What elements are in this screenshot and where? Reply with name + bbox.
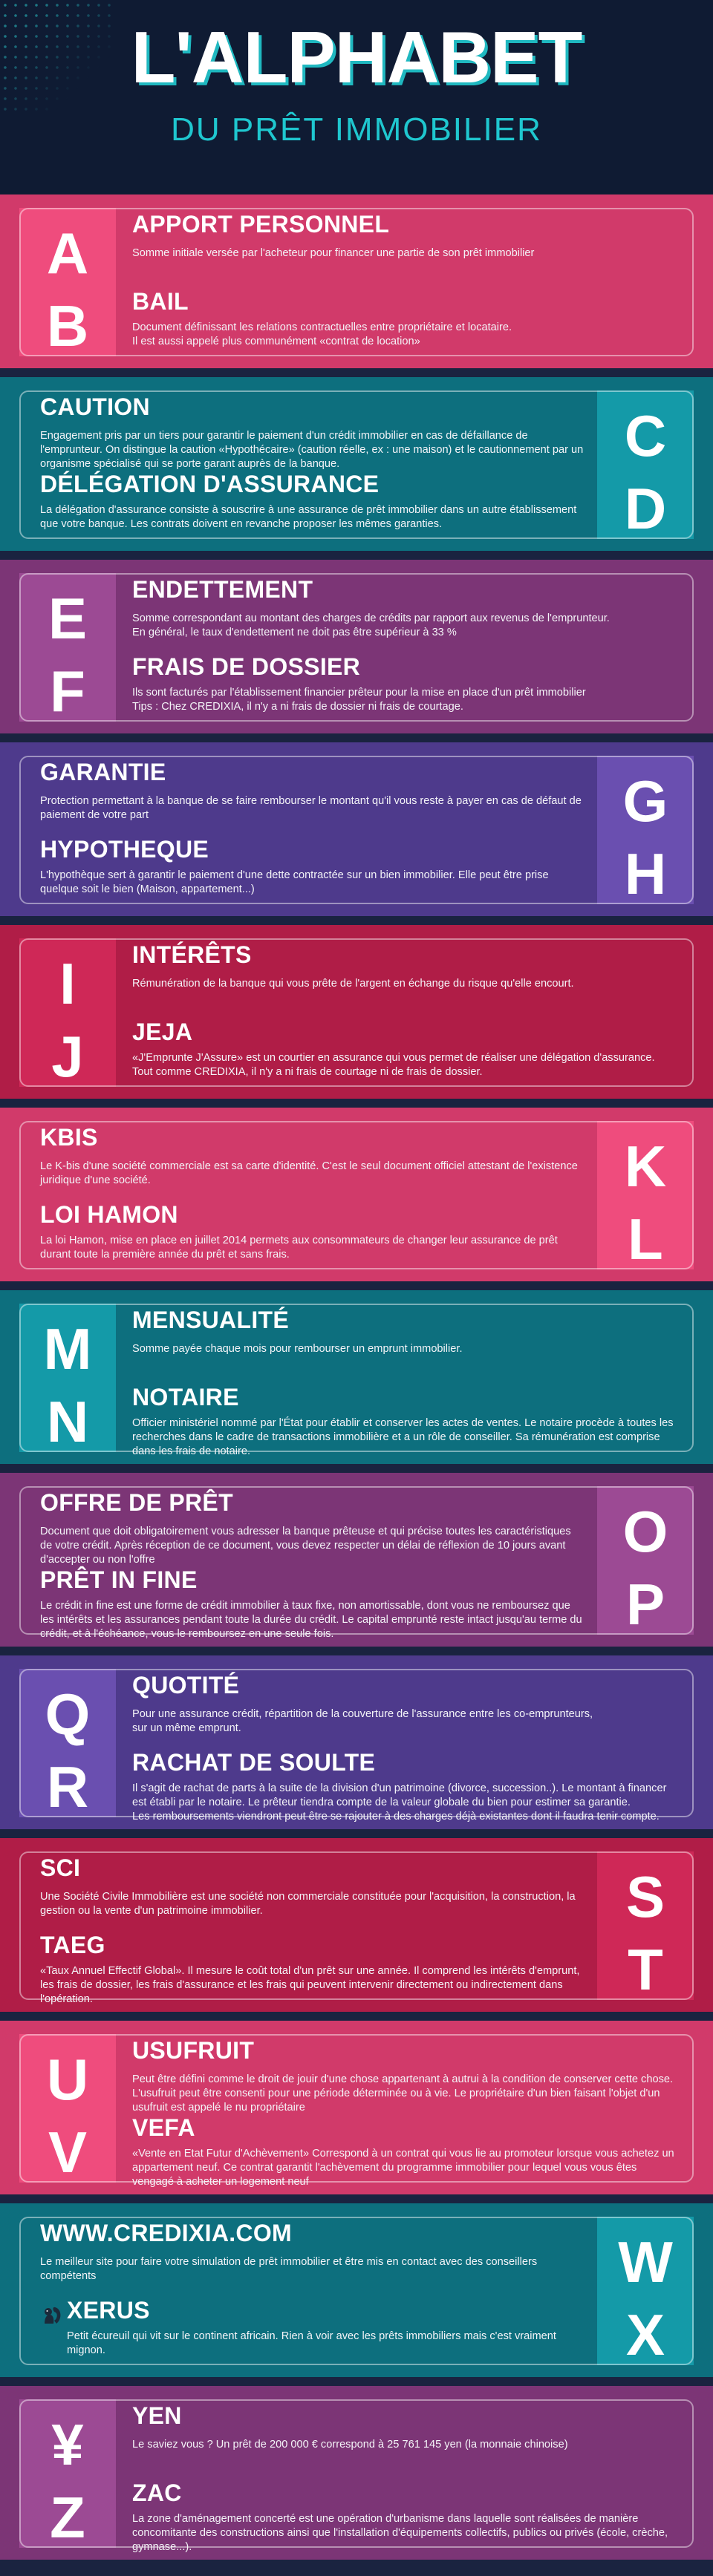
term-entry xyxy=(40,1203,585,1262)
letter-badge: X xyxy=(625,2302,665,2367)
term-description: Protection permettant à la banque de se faire rembourser le montant qu'il vous reste à payer en cas de défaut de paiement de votre part xyxy=(40,794,582,821)
letter-badge: H xyxy=(624,841,667,906)
term-entry xyxy=(40,2298,585,2358)
glossary-section xyxy=(0,742,713,916)
term-title: KBIS xyxy=(40,1124,98,1151)
term-title: XERUS xyxy=(67,2297,150,2324)
page-title: L'ALPHABET xyxy=(131,16,582,98)
glossary-section xyxy=(0,925,713,1099)
term-title: YEN xyxy=(132,2402,182,2429)
header-banner xyxy=(0,0,713,194)
term-entry xyxy=(40,472,585,532)
term-entry xyxy=(132,943,677,991)
term-description: L'hypothèque sert à garantir le paiement d'une dette contractée sur un bien immobilier. Elle peut être prise quelque soit le bien (Maison, appartement...) xyxy=(40,869,549,895)
term-title: ENDETTEMENT xyxy=(132,576,313,603)
letter-badge: K xyxy=(624,1134,667,1199)
glossary-section xyxy=(0,1108,713,1281)
term-description: Rémunération de la banque qui vous prête de l'argent en échange du risque qu'elle encourt. xyxy=(132,977,574,990)
term-entry xyxy=(40,2221,585,2284)
term-entry xyxy=(132,2481,677,2554)
glossary-section xyxy=(0,1838,713,2012)
letter-badge: I xyxy=(59,951,76,1016)
letter-badge: U xyxy=(46,2047,89,2112)
letter-badge: N xyxy=(46,1389,89,1454)
term-description: Il s'agit de rachat de parts à la suite de la division d'un patrimoine (divorce, succession..). Le montant à financer est établi par le notaire. Le prêteur tiendra compte de la valeur globale du bien pour estimer sa garantie. Les remboursements viendront peut être se rajouter à des charges déjà existantes dont il faudra tenir compte. xyxy=(132,1782,667,1823)
letter-badge: A xyxy=(46,220,89,286)
term-title: TAEG xyxy=(40,1932,105,1958)
term-description: «Taux Annuel Effectif Global». Il mesure le coût total d'un prêt sur une année. Il comprend les intérêts d'emprunt, les frais de dossier, les frais d'assurance et les frais qui peuvent intervenir directement ou indirectement dans l'opération. xyxy=(40,1964,580,2005)
term-entry xyxy=(132,2039,677,2115)
term-description: Document définissant les relations contractuelles entre propriétaire et locataire. Il est aussi appelé plus communément «contrat de location» xyxy=(132,321,512,347)
term-entry xyxy=(132,212,677,261)
term-title: BAIL xyxy=(132,288,189,315)
term-title: ZAC xyxy=(132,2479,182,2506)
term-description: Le crédit in fine est une forme de crédit immobilier à taux fixe, non amortissable, dont vous ne remboursez que les intérêts et les assurances pendant toute la durée du crédit. Le capital emprunté reste intact jusqu'au terme du crédit, et à l'échéance, vous le remboursez en une seule fois. xyxy=(40,1599,582,1640)
letter-badge: R xyxy=(46,1754,89,1820)
term-entry xyxy=(132,1673,677,1736)
term-title: LOI HAMON xyxy=(40,1201,178,1228)
term-description: Document que doit obligatoirement vous adresser la banque prêteuse et qui précise toutes les caractéristiques de votre crédit. Après réception de ce document, vous devez respecter un délai de réflexion de 10 jours avant d'accepter ou non l'offre xyxy=(40,1525,571,1566)
term-title: PRÊT IN FINE xyxy=(40,1566,198,1593)
term-title: WWW.CREDIXIA.COM xyxy=(40,2220,292,2246)
glossary-section xyxy=(0,2021,713,2194)
term-title: FRAIS DE DOSSIER xyxy=(132,653,361,680)
letter-badge: ¥ xyxy=(51,2412,84,2477)
term-title: HYPOTHEQUE xyxy=(40,836,209,863)
term-entry xyxy=(132,1750,677,1824)
glossary-section xyxy=(0,1473,713,1647)
term-description: Somme payée chaque mois pour rembourser un emprunt immobilier. xyxy=(132,1342,463,1355)
letter-badge: P xyxy=(625,1572,665,1637)
glossary-section xyxy=(0,2386,713,2560)
term-entry xyxy=(132,1020,677,1079)
letter-badge: D xyxy=(624,476,667,541)
letter-badge: M xyxy=(43,1316,92,1382)
letter-badge: G xyxy=(622,768,668,834)
term-description: Ils sont facturés par l'établissement financier prêteur pour la mise en place d'un prêt immobilier Tips : Chez CREDIXIA, il n'y a ni frais de dossier ni frais de courtage. xyxy=(132,686,586,713)
glossary-section xyxy=(0,2203,713,2377)
term-title: INTÉRÊTS xyxy=(132,941,252,968)
term-title: GARANTIE xyxy=(40,759,166,785)
term-description: Officier ministériel nommé par l'État pour établir et conserver les actes de ventes. Le notaire procède à toutes les recherches dans le cadre de transactions immobilière et a un rôle de conseiller. Sa rémunération est comprise dans les frais de notaire. xyxy=(132,1416,674,1457)
term-title: NOTAIRE xyxy=(132,1384,239,1410)
term-title: VEFA xyxy=(132,2114,195,2141)
glossary-section xyxy=(0,1655,713,1829)
term-description: Pour une assurance crédit, répartition de la couverture de l'assurance entre les co-emprunteurs, sur un même emprunt. xyxy=(132,1707,593,1734)
term-title: DÉLÉGATION D'ASSURANCE xyxy=(40,471,380,497)
term-title: MENSUALITÉ xyxy=(132,1307,289,1333)
letter-badge: F xyxy=(50,658,85,724)
term-title: USUFRUIT xyxy=(132,2037,255,2064)
term-description: La délégation d'assurance consiste à souscrire à une assurance de prêt immobilier dans un autre établissement que votre banque. Les contrats doivent en revanche proposer les mêmes garanties. xyxy=(40,503,577,530)
letter-badge: W xyxy=(618,2229,673,2295)
term-entry xyxy=(132,578,677,640)
letter-badge: T xyxy=(628,1937,663,2002)
term-entry xyxy=(132,1385,677,1459)
term-title: JEJA xyxy=(132,1019,193,1045)
term-entry xyxy=(40,395,585,471)
glossary-section xyxy=(0,194,713,368)
term-description: Le K-bis d'une société commerciale est sa carte d'identité. C'est le seul document officiel attestant de l'existence juridique d'une société. xyxy=(40,1160,578,1186)
term-entry xyxy=(40,837,585,897)
term-entry xyxy=(40,1125,585,1188)
letter-badge: S xyxy=(625,1864,665,1929)
term-entry xyxy=(132,2404,677,2452)
term-description: La loi Hamon, mise en place en juillet 2014 permets aux consommateurs de changer leur assurance de prêt durant toute la première année du prêt et sans frais. xyxy=(40,1234,558,1261)
term-title: SCI xyxy=(40,1854,81,1881)
letter-badge: O xyxy=(622,1499,668,1564)
term-entry xyxy=(132,290,677,349)
term-entry xyxy=(40,1856,585,1918)
term-description: Le meilleur site pour faire votre simulation de prêt immobilier et être mis en contact avec des conseillers compétents xyxy=(40,2255,538,2282)
term-description: «J'Emprunte J'Assure» est un courtier en assurance qui vous permet de réaliser une délégation d'assurance. Tout comme CREDIXIA, il n'y a ni frais de courtage ni de frais de dossier. xyxy=(132,1051,655,1078)
term-entry xyxy=(132,2116,677,2189)
term-description: Une Société Civile Immobilière est une société non commerciale constituée pour l'acquisition, la construction, la gestion ou la vente d'un patrimoine immobilier. xyxy=(40,1890,576,1917)
letter-badge: J xyxy=(51,1024,84,1089)
term-entry xyxy=(40,760,585,823)
term-title: RACHAT DE SOULTE xyxy=(132,1749,376,1776)
letter-badge: Z xyxy=(50,2485,85,2550)
term-title: APPORT PERSONNEL xyxy=(132,211,390,238)
glossary-section xyxy=(0,1290,713,1464)
term-title: CAUTION xyxy=(40,393,150,420)
squirrel-icon xyxy=(40,2303,62,2325)
term-entry xyxy=(132,1308,677,1356)
term-description: Petit écureuil qui vit sur le continent africain. Rien à voir avec les prêts immobiliers mais c'est vraiment mignon. xyxy=(67,2330,556,2356)
term-description: La zone d'aménagement concerté est une opération d'urbanisme dans laquelle sont réalisées de manière concomitante des constructions ainsi que l'installation d'équipements collectifs, publics ou privés (école, crèche, gymnase...). xyxy=(132,2512,668,2553)
term-description: Le saviez vous ? Un prêt de 200 000 € correspond à 25 761 145 yen (la monnaie chinoise) xyxy=(132,2438,568,2451)
glossary-section xyxy=(0,377,713,551)
term-title: OFFRE DE PRÊT xyxy=(40,1489,233,1516)
letter-badge: C xyxy=(624,403,667,468)
glossary-section xyxy=(0,560,713,733)
letter-badge: B xyxy=(46,293,89,359)
term-entry xyxy=(40,1491,585,1567)
term-entry xyxy=(132,655,677,714)
term-description: «Vente en Etat Futur d'Achèvement» Correspond à un contrat qui vous lie au promoteur lorsque vous achetez un appartement neuf. Ce contrat garantit l'achèvement du programme immobilier pour lequel vous vous êtes vengagé à acheter un logement neuf xyxy=(132,2147,674,2188)
letter-badge: L xyxy=(628,1206,663,1272)
term-description: Somme initiale versée par l'acheteur pour financer une partie de son prêt immobilier xyxy=(132,246,535,259)
letter-badge: E xyxy=(48,586,88,651)
letter-badge: V xyxy=(48,2119,88,2185)
term-description: Engagement pris par un tiers pour garantir le paiement d'un crédit immobilier en cas de défaillance de l'emprunteur. On distingue la caution «Hypothécaire» (caution réelle, ex : une maison) et le cautionnement par un organisme spécialisé qui se porte garant auprès de la banque. xyxy=(40,429,584,470)
term-description: Somme correspondant au montant des charges de crédits par rapport aux revenus de l'emprunteur. En général, le taux d'endettement ne doit pas être supérieur à 33 % xyxy=(132,612,610,638)
term-description: Peut être défini comme le droit de jouir d'une chose appartenant à autrui à la condition de conserver cette chose. L'usufruit peut être consenti pour une période déterminée ou à vie. Le propriétaire d'un bien faisant l'objet d'un usufruit est appelé le nu propriétaire xyxy=(132,2073,674,2114)
term-entry xyxy=(40,1568,585,1641)
page-subtitle: DU PRÊT IMMOBILIER xyxy=(171,111,542,148)
term-entry xyxy=(40,1933,585,2007)
term-title: QUOTITÉ xyxy=(132,1672,240,1699)
letter-badge: Q xyxy=(45,1681,91,1747)
